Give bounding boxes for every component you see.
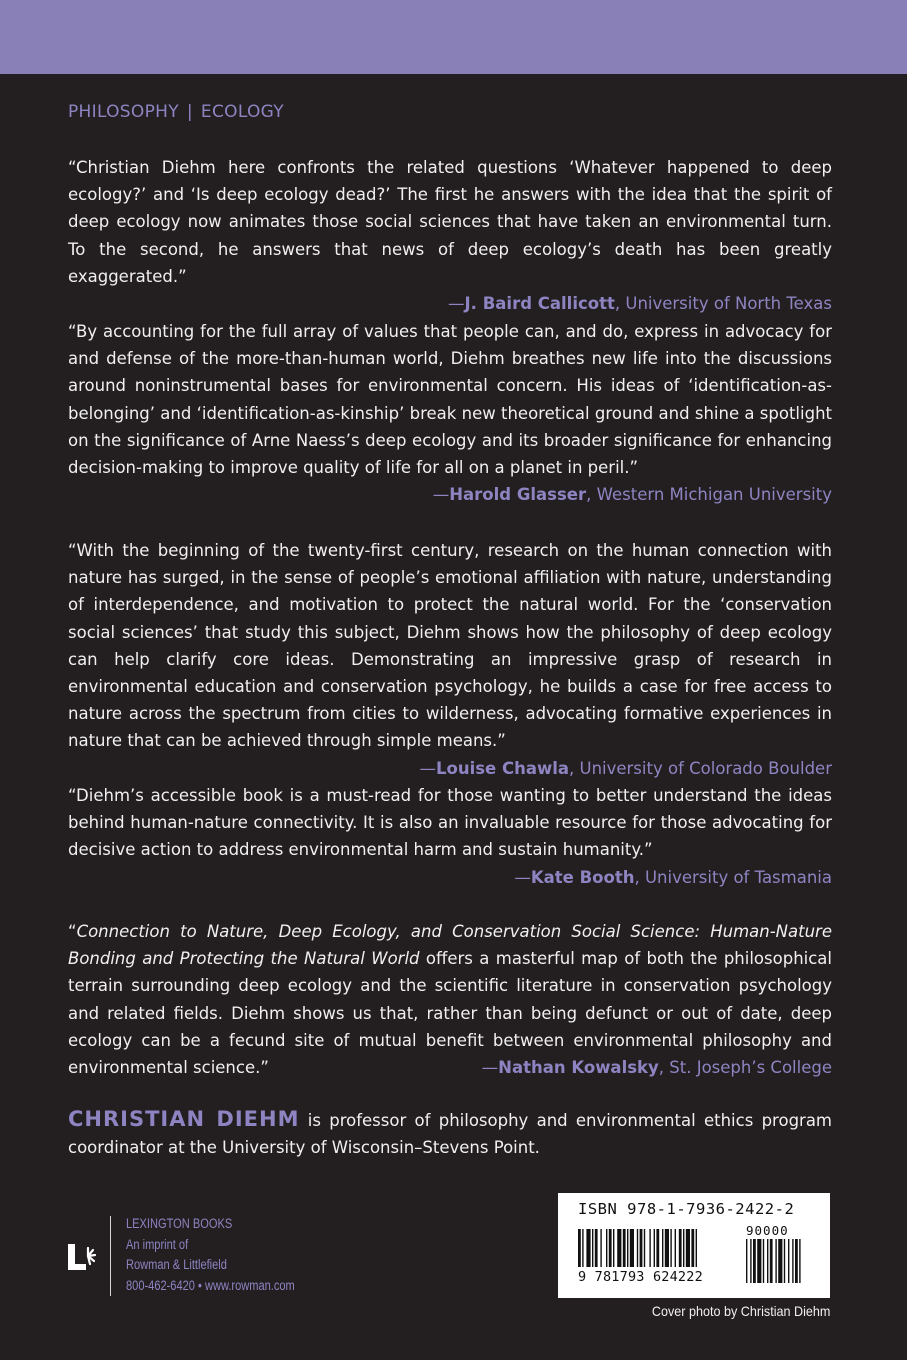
endorser-name: Harold Glasser [449, 485, 587, 505]
publisher-divider [110, 1216, 111, 1296]
quote-text: “By accounting for the full array of values that people can, and do, express in advocacy for and defense of the more-than-human world, Diehm breathes new life into the discussions around noninstrumental bases for environmental concern. His ideas of ‘identification-as-belonging’ and ‘identification-as-kinship’ break new theoretical ground and shine a spotlight on the significance of Arne Naess’s deep ecology and its broader significance for enhancing decision-making to improve quality of life for all on a planet in peril.” [68, 322, 832, 478]
imprint-line-1: An imprint of [126, 1236, 189, 1252]
price-code: 90000 [746, 1223, 789, 1238]
attribution-dash: — [432, 485, 450, 505]
quote-body: offers a masterful map of both the philosophical terrain surrounding deep ecology and the scientific literature in conservation psychology and related fields. Diehm shows us that, rather than being defunct or out of date, deep ecology can be a fecund site of mutual benefit between environmental philosophy and environmental science.” [68, 949, 833, 1078]
endorsement-chawla [68, 537, 832, 782]
endorsement-callicott [68, 154, 832, 317]
category-label [68, 102, 284, 122]
quote-text: “Diehm’s accessible book is a must-read for those wanting to better understand the ideas behind human-nature connectivity. It is also an invaluable resource for those advocating for decisive action to address environmental harm and sustain humanity.” [68, 786, 832, 860]
quote-attribution [68, 481, 832, 508]
category-ecology: ECOLOGY [200, 102, 284, 122]
endorsement-glasser [68, 318, 832, 508]
lexington-logo-icon [66, 1236, 98, 1276]
attribution-dash: — [514, 867, 531, 887]
publisher-block [66, 1214, 366, 1298]
imprint-line-2: Rowman & Littlefield [126, 1257, 227, 1272]
endorser-affiliation: , St. Joseph’s College [658, 1058, 832, 1078]
attribution-dash: — [448, 294, 465, 314]
quote-attribution [68, 290, 832, 317]
category-philosophy: PHILOSOPHY [68, 102, 179, 122]
author-name: CHRISTIAN DIEHM [68, 1107, 300, 1131]
attribution-dash: — [419, 758, 436, 778]
endorser-name: Nathan Kowalsky [498, 1058, 659, 1078]
isbn-barcode [558, 1193, 830, 1298]
quote-body: “With the beginning of the twenty-first century, research on the human connection with nature has surged, in the sense of people’s emotional affiliation with nature, understanding of interdependence, and motivation to protect the natural world. For the ‘conservation social sciences’ that study this subject, Diehm shows how the philosophy of deep ecology can help clarify core ideas. Demonstrating an impressive grasp of research in environmental education and conservation psychology, he builds a case for free access to nature across the spectrum from cities to wilderness, advocating formative experiences in nature that can be achieved through simple means.” [68, 541, 832, 751]
attribution-dash: — [481, 1058, 499, 1078]
isbn-number: ISBN 978-1-7936-2422-2 [578, 1200, 795, 1218]
endorsement-kowalsky [68, 918, 832, 1081]
quote-text [68, 918, 832, 1081]
author-bio [68, 1106, 832, 1161]
photo-credit: Cover photo by Christian Diehm [651, 1303, 830, 1319]
publisher-text [126, 1214, 295, 1296]
endorsement-booth [68, 782, 832, 891]
endorser-name: J. Baird Callicott [464, 294, 615, 314]
quote-attribution [68, 864, 832, 891]
endorser-affiliation: , Western Michigan University [586, 485, 832, 505]
bio-text: is professor of philosophy and environmental ethics program coordinator at the University of Wisconsin–Stevens Point. [68, 1111, 833, 1158]
publisher-name: LEXINGTON BOOKS [126, 1216, 233, 1231]
quote-attribution [482, 1054, 832, 1081]
quote-text: “Christian Diehm here confronts the related questions ‘Whatever happened to deep ecology?’ and ‘Is deep ecology dead?’ The first he answers with the idea that the spirit of deep ecology now animates those social sciences that have taken an environmental turn. To the second, he answers that news of deep ecology’s death has been greatly exaggerated.” [68, 158, 832, 286]
endorser-affiliation: , University of North Texas [614, 294, 832, 314]
book-title: Connection to Nature, Deep Ecology, and Conservation Social Science: Human-Nature Bonding and Protecting the Natural World [68, 922, 832, 969]
endorser-affiliation: , University of Tasmania [634, 867, 832, 887]
quote-attribution [419, 755, 832, 782]
endorser-name: Kate Booth [530, 867, 635, 887]
open-quote: “ [68, 922, 77, 941]
category-separator: | [186, 102, 193, 122]
quote-text [68, 537, 832, 778]
publisher-contact: 800-462-6420 • www.rowman.com [126, 1277, 295, 1293]
barcode-digits: 9 781793 624222 [578, 1269, 703, 1285]
top-color-band [0, 0, 907, 74]
endorser-affiliation: , University of Colorado Boulder [569, 758, 832, 778]
endorser-name: Louise Chawla [435, 758, 569, 778]
